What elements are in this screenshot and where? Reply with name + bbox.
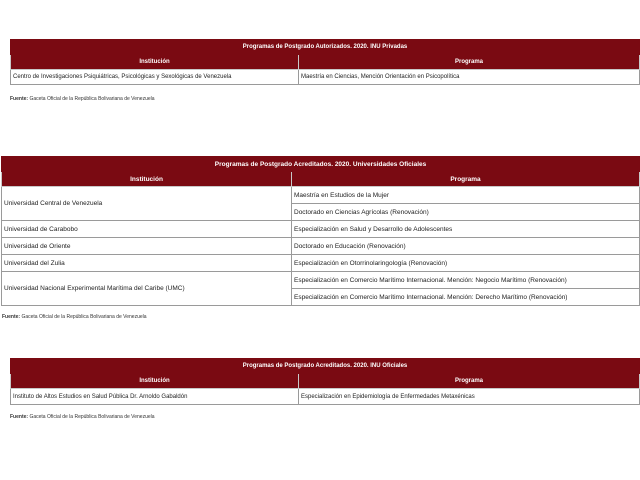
table-row <box>2 187 640 204</box>
column-header-institucion: Institución <box>2 172 292 187</box>
table-universidades-oficiales <box>1 156 640 306</box>
institution-cell: Instituto de Altos Estudios en Salud Pública Dr. Arnoldo Gabaldón <box>11 389 299 405</box>
program-cell: Especialización en Comercio Marítimo Internacional. Mención: Derecho Marítimo (Renovación) <box>292 289 640 306</box>
source-note <box>2 314 147 320</box>
institution-cell: Universidad del Zulia <box>2 255 292 272</box>
column-header-programa: Programa <box>292 172 640 187</box>
table-title: Programas de Postgrado Acreditados. 2020. Universidades Oficiales <box>2 157 640 172</box>
institution-cell: Universidad Nacional Experimental Marítima del Caribe (UMC) <box>2 272 292 306</box>
table-inu-privadas <box>10 39 640 85</box>
institution-cell: Universidad de Carabobo <box>2 221 292 238</box>
table-inu-oficiales <box>10 358 640 405</box>
table-row <box>2 221 640 238</box>
table-title: Programas de Postgrado Autorizados. 2020. INU Privadas <box>11 40 640 55</box>
source-label: Fuente: <box>10 414 29 420</box>
program-cell: Especialización en Epidemiología de Enfermedades Metaxénicas <box>299 389 640 405</box>
table-title: Programas de Postgrado Acreditados. 2020. INU Oficiales <box>11 359 640 374</box>
source-note <box>10 96 155 102</box>
program-cell: Especialización en Salud y Desarrollo de Adolescentes <box>292 221 640 238</box>
program-cell: Doctorado en Educación (Renovación) <box>292 238 640 255</box>
institution-cell: Universidad Central de Venezuela <box>2 187 292 221</box>
program-cell: Maestría en Estudios de la Mujer <box>292 187 640 204</box>
program-cell: Maestría en Ciencias, Mención Orientación en Psicopolítica <box>299 70 640 85</box>
source-label: Fuente: <box>2 314 21 320</box>
program-cell: Especialización en Comercio Marítimo Internacional. Mención: Negocio Marítimo (Renovación) <box>292 272 640 289</box>
table-row <box>11 70 640 85</box>
column-header-institucion: Institución <box>11 55 299 70</box>
program-cell: Especialización en Otorrinolaringología (Renovación) <box>292 255 640 272</box>
table-row <box>2 272 640 289</box>
source-text: Gaceta Oficial de la República Bolivariana de Venezuela <box>29 96 155 102</box>
source-text: Gaceta Oficial de la República Bolivariana de Venezuela <box>21 314 147 320</box>
table-row <box>2 255 640 272</box>
program-cell: Doctorado en Ciencias Agrícolas (Renovación) <box>292 204 640 221</box>
column-header-institucion: Institución <box>11 374 299 389</box>
source-note <box>10 414 155 420</box>
column-header-programa: Programa <box>299 374 640 389</box>
institution-cell: Universidad de Oriente <box>2 238 292 255</box>
table-row <box>2 238 640 255</box>
column-header-programa: Programa <box>299 55 640 70</box>
table-row <box>11 389 640 405</box>
source-text: Gaceta Oficial de la República Bolivariana de Venezuela <box>29 414 155 420</box>
institution-cell: Centro de Investigaciones Psiquiátricas, Psicológicas y Sexológicas de Venezuela <box>11 70 299 85</box>
source-label: Fuente: <box>10 96 29 102</box>
